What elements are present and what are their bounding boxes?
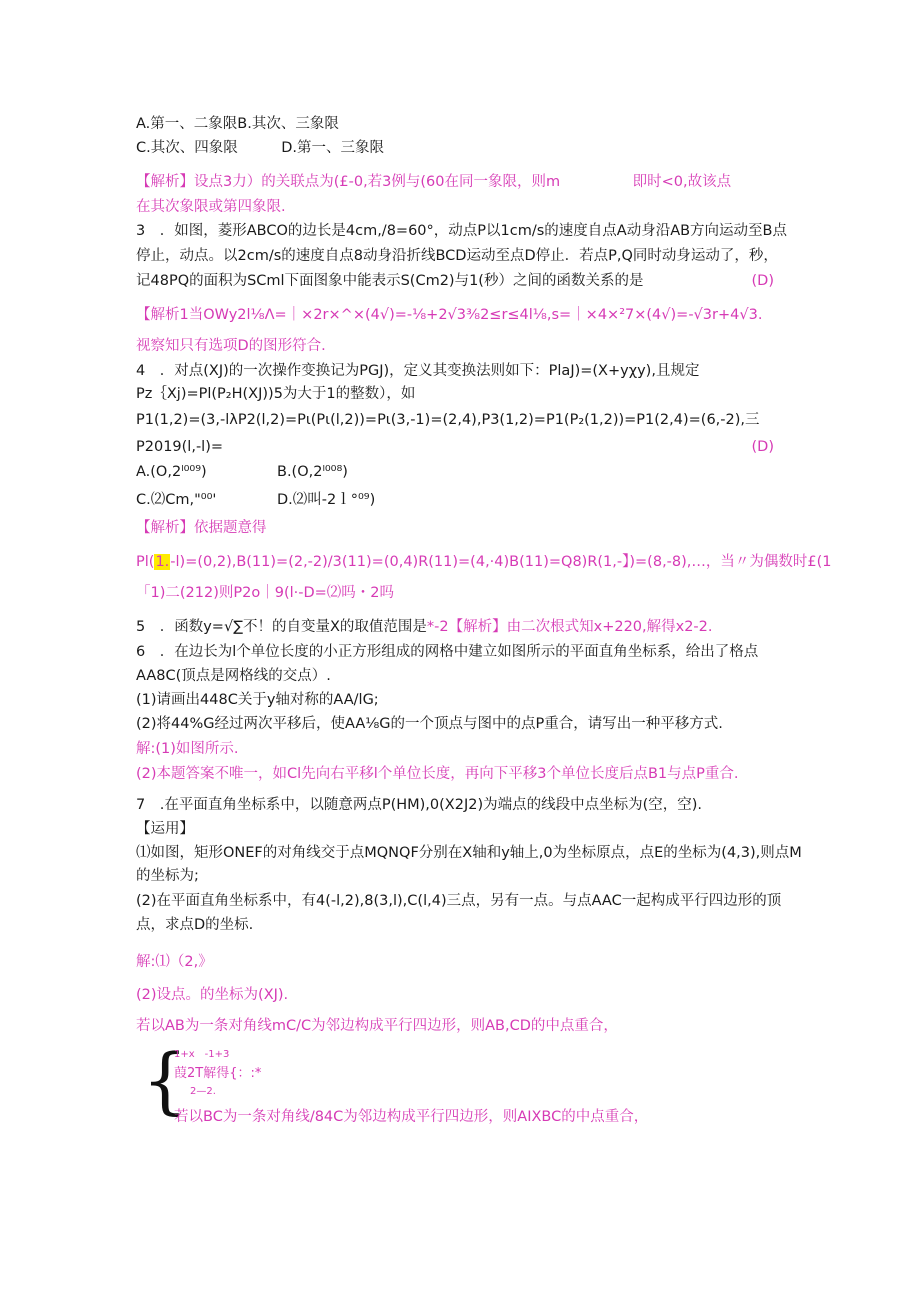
analysis-line: 【解析】依据题意得: [136, 520, 267, 536]
option-a: A.(O,2ˡ⁰⁰⁹): [136, 464, 207, 480]
equation-fragment: 1+x -1+3: [174, 1049, 230, 1060]
question-5-answer: *-2【解析】由二次根式知x+220,解得x2-2.: [426, 619, 713, 635]
equation-fragment: 葭2T解得{：:*: [174, 1066, 262, 1081]
formula-part: -l)=(0,2),B(11)=(2,-2)/3(11)=(0,4)R(11)=(4,·4)B(11)=Q8)R(1,-】)=(8,-8),…，当〃为偶数时£(1: [170, 554, 832, 570]
option-line-ab: A.第一、二象限B.其次、三象限: [136, 116, 339, 132]
question-7-line: 的坐标为;: [136, 868, 199, 884]
answer-label: (D): [751, 273, 774, 289]
question-4-line: 4 ．对点(XJ)的一次操作变换记为PGJ)，定义其变换法则如下：PlaJ)=(X+yχy),且规定: [136, 363, 700, 379]
solution-line: 若以AB为一条对角线mC∕C为邻边构成平行四边形，则AB,CD的中点重合，: [136, 1018, 618, 1034]
question-3-line: 停止，动点。以2cm/s的速度自点8动身沿折线BCD运动至点D停止．若点P,Q同时动身运动了，秒，: [136, 248, 778, 264]
analysis-line: 视察知只有选项D的图形符合.: [136, 338, 326, 354]
question-6-line: (1)请画出448C关于y轴对称的AA∕lG;: [136, 692, 379, 708]
analysis-line: 【解析】设点3力）的关联点为(£-0,若3例与(60在同一象限，则m 即时<0,故该点: [136, 174, 732, 190]
solution-line: 若以BC为一条对角线/84C为邻边构成平行四边形，则AIXBC的中点重合，: [174, 1109, 649, 1125]
question-7-line: ⑴如图，矩形ONEF的对角线交于点MQNQF分别在X轴和y轴上,0为坐标原点，点E的坐标为(4,3),则点M: [136, 845, 802, 861]
question-3-line: 3 ．如图，菱形ABCO的边长是4cm,/8=60°，动点P以1cm/s的速度自点A动身沿AB方向运动至B点: [136, 223, 788, 239]
solution-line: 解:(1)如图所示.: [136, 741, 239, 757]
question-3-line: 记48PQ的面积为SCml下面图象中能表示S(Cm2)与1(秒）之间的函数关系的是: [136, 273, 644, 289]
option-d: D.⑵叫-2ｌ°⁰⁹): [277, 492, 376, 508]
question-7-line: (2)在平面直角坐标系中，有4(-l,2),8(3,l),C(l,4)三点，另有一点。与点AAC一起构成平行四边形的顶: [136, 893, 782, 909]
solution-line: (2)设点。的坐标为(XJ).: [136, 987, 289, 1003]
analysis-line: 在其次象限或第四象限.: [136, 199, 286, 215]
question-5-line: [136, 617, 880, 637]
question-4-line: Pz｛Xj)=Pl(P₂H(XJ))5为大于1的整数），如: [136, 386, 416, 402]
formula-part: Pl(: [136, 554, 155, 570]
highlight-mark: 1.: [155, 554, 170, 570]
option-line-cd: C.其次、四象限 D.第一、三象限: [136, 140, 385, 156]
analysis-line: 【解析1当OWy2l⅛Λ=｜×2r×^×(4√)=-⅛+2√3⅜2≤r≤4l⅛,s=｜×4×²7×(4√)=-√3r+4√3.: [136, 307, 763, 323]
option-b: B.(O,2ˡ⁰⁰⁸): [277, 464, 348, 480]
question-6-line: (2)将44%G经过两次平移后，使AA⅛G的一个顶点与图中的点P重合，请写出一种平移方式.: [136, 716, 723, 732]
analysis-formula-line: [136, 552, 880, 572]
answer-label: (D): [751, 439, 774, 455]
analysis-formula-line: 「1)二(212)则P2o｜9(l·-D=⑵吗・2吗: [136, 585, 395, 601]
solution-line: 解:⑴（2,》: [136, 954, 213, 970]
question-7-line: 7 .在平面直角坐标系中，以随意两点P(HM),0(X2J2)为端点的线段中点坐标为(空，空).: [136, 797, 703, 813]
section-heading: 【运用】: [136, 821, 194, 837]
question-7-line: 点，求点D的坐标.: [136, 917, 254, 933]
equation-fragment: 2—2.: [190, 1086, 216, 1097]
solution-line: (2)本题答案不唯一，如Cl先向右平移l个单位长度，再向下平移3个单位长度后点B1与点P重合.: [136, 766, 739, 782]
question-5-text: 5 ．函数y=√∑不！的自变量X的取值范围是: [136, 619, 427, 635]
question-4-line: P1(1,2)=(3,-lλP2(l,2)=Pι(Pι(l,2))=Pι(3,-1)=(2,4),P3(1,2)=P1(P₂(1,2))=P1(2,4)=(6,-2),三: [136, 412, 760, 428]
question-6-line: AA8C(顶点是网格线的交点）.: [136, 668, 331, 684]
question-4-line: P2019(l,-l)=: [136, 439, 224, 455]
question-6-line: 6 ．在边长为l个单位长度的小正方形组成的网格中建立如图所示的平面直角坐标系，给出了格点: [136, 644, 759, 660]
brace-symbol: {: [142, 1038, 188, 1122]
option-c: C.⑵Cm,"⁰⁰': [136, 492, 217, 508]
